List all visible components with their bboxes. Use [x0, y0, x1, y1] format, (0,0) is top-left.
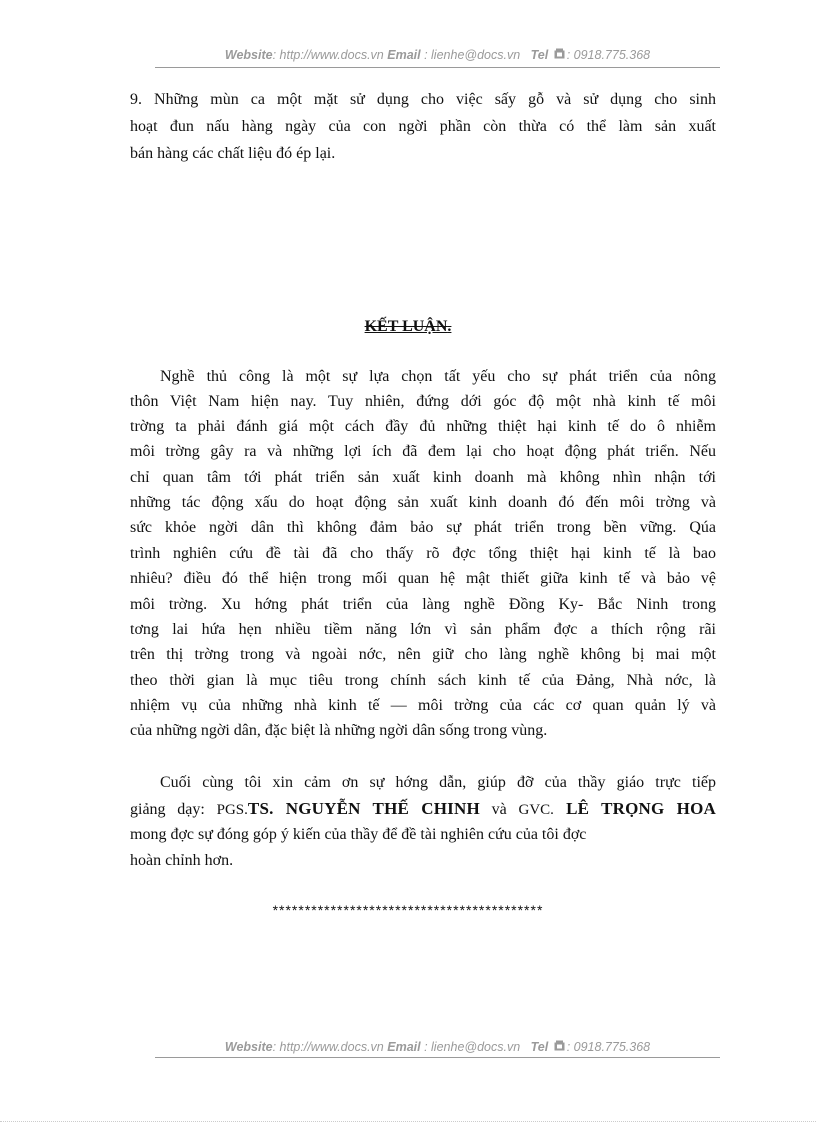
para1-line-14: nhiệm vụ của những nhà kinh tế — môi trờng của các cơ quan quản lý và	[130, 697, 716, 714]
header-rule	[155, 67, 720, 68]
para1-line-10: môi trờng. Xu hớng phát triển của làng nghề Đồng Ky- Bắc Ninh trong	[130, 596, 716, 613]
page-bottom-border	[0, 1121, 816, 1122]
page-header	[155, 48, 720, 62]
para2-line-1: Cuối cùng tôi xin cảm ơn sự hớng dẫn, giúp đỡ của thầy giáo trực tiếp	[160, 774, 716, 791]
item9-line-3: bán hàng các chất liệu đó ép lại.	[130, 145, 336, 162]
header-email-label: Email	[387, 48, 421, 62]
para1-line-1: Nghề thủ công là một sự lựa chọn tất yếu cho sự phát triển của nông	[160, 368, 716, 385]
header-tel-label: Tel	[530, 48, 549, 62]
para1-line-5: chỉ quan tâm tới phát triển sản xuất kinh doanh mà không nhìn nhận tới	[130, 469, 716, 486]
footer-rule	[155, 1057, 720, 1058]
para1-line-15: của những ngời dân, đặc biệt là những ngời dân sống trong vùng.	[130, 722, 548, 739]
conclusion-title-dot: .	[447, 318, 452, 335]
para1-line-2: thôn Việt Nam hiện nay. Tuy nhiên, đứng dới góc độ một nhà kinh tế môi	[130, 393, 716, 410]
header-website-value: : http://www.docs.vn	[272, 48, 384, 62]
para1-line-9: nhiêu? điều đó thể hiện trong mối quan hệ mật thiết giữa kinh tế và bảo vệ	[130, 570, 716, 587]
para1-line-11: tơng lai hứa hẹn nhiều tiềm năng lớn vì sản phẩm đợc a thích rộng rãi	[130, 621, 716, 638]
header-email-value: : lienhe@docs.vn	[420, 48, 521, 62]
phone-icon	[554, 48, 565, 62]
footer-website-value: : http://www.docs.vn	[272, 1040, 384, 1054]
para2-line-2	[130, 797, 716, 822]
para2-advisor-name-2: LÊ TRỌNG HOA	[553, 799, 716, 818]
para2-and: và	[479, 801, 519, 818]
para1-line-4: môi trờng gây ra và những lợi ích đã đem lại cho hoạt động phát triển. Nếu	[130, 443, 716, 460]
para1-line-12: trên thị trờng trong và ngoài nớc, nên giữ cho làng nghề không bị mai một	[130, 646, 716, 663]
para1-line-7: sức khỏe ngời dân thì không đảm bảo sự phát triển trong bền vững. Qúa	[130, 519, 716, 536]
para1-line-13: theo thời gian là mục tiêu trong chính sách kinh tế của Đảng, Nhà nớc, là	[130, 672, 716, 689]
footer-email-value: : lienhe@docs.vn	[420, 1040, 521, 1054]
item9-line-2: hoạt đun nấu hàng ngày của con ngời phần còn thừa có thể làm sản xuất	[130, 118, 716, 135]
para2-line-4: hoàn chỉnh hơn.	[130, 852, 234, 869]
para2-teaching-label: giảng dạy:	[130, 801, 217, 818]
para1-line-8: trình nghiên cứu đề tài đã cho thấy rõ đợc tổng thiệt hại kinh tế là bao	[130, 545, 716, 562]
header-tel-value: : 0918.775.368	[566, 48, 651, 62]
item9-line-1: 9. Những mùn ca một mặt sử dụng cho việc sấy gỗ và sử dụng cho sinh	[130, 91, 716, 108]
conclusion-title-text: KẾT LUẬN	[364, 318, 448, 335]
para2-line-3: mong đợc sự đóng góp ý kiến của thầy để đề tài nghiên cứu của tôi đợc	[130, 826, 587, 843]
footer-email-label: Email	[387, 1040, 421, 1054]
footer-website-label: Website	[224, 1040, 273, 1054]
header-website-label: Website	[224, 48, 273, 62]
stars-divider: ******************************************	[272, 902, 544, 918]
footer-tel-label: Tel	[530, 1040, 549, 1054]
page-footer	[155, 1040, 720, 1054]
para2-pgs-title: PGS.	[216, 802, 248, 818]
para1-line-3: trờng ta phải đánh giá một cách đầy đủ những thiệt hại kinh tế do ô nhiễm	[130, 418, 716, 435]
para2-advisor-name-1: TS. NGUYỄN THẾ CHINH	[247, 799, 480, 818]
footer-tel-value: : 0918.775.368	[566, 1040, 651, 1054]
para2-gvc-title: GVC.	[518, 802, 554, 818]
phone-icon	[554, 1040, 565, 1054]
para1-line-6: những tác động xấu do hoạt động sản xuất kinh doanh đó đến môi trờng và	[130, 494, 716, 511]
conclusion-title	[0, 318, 816, 336]
